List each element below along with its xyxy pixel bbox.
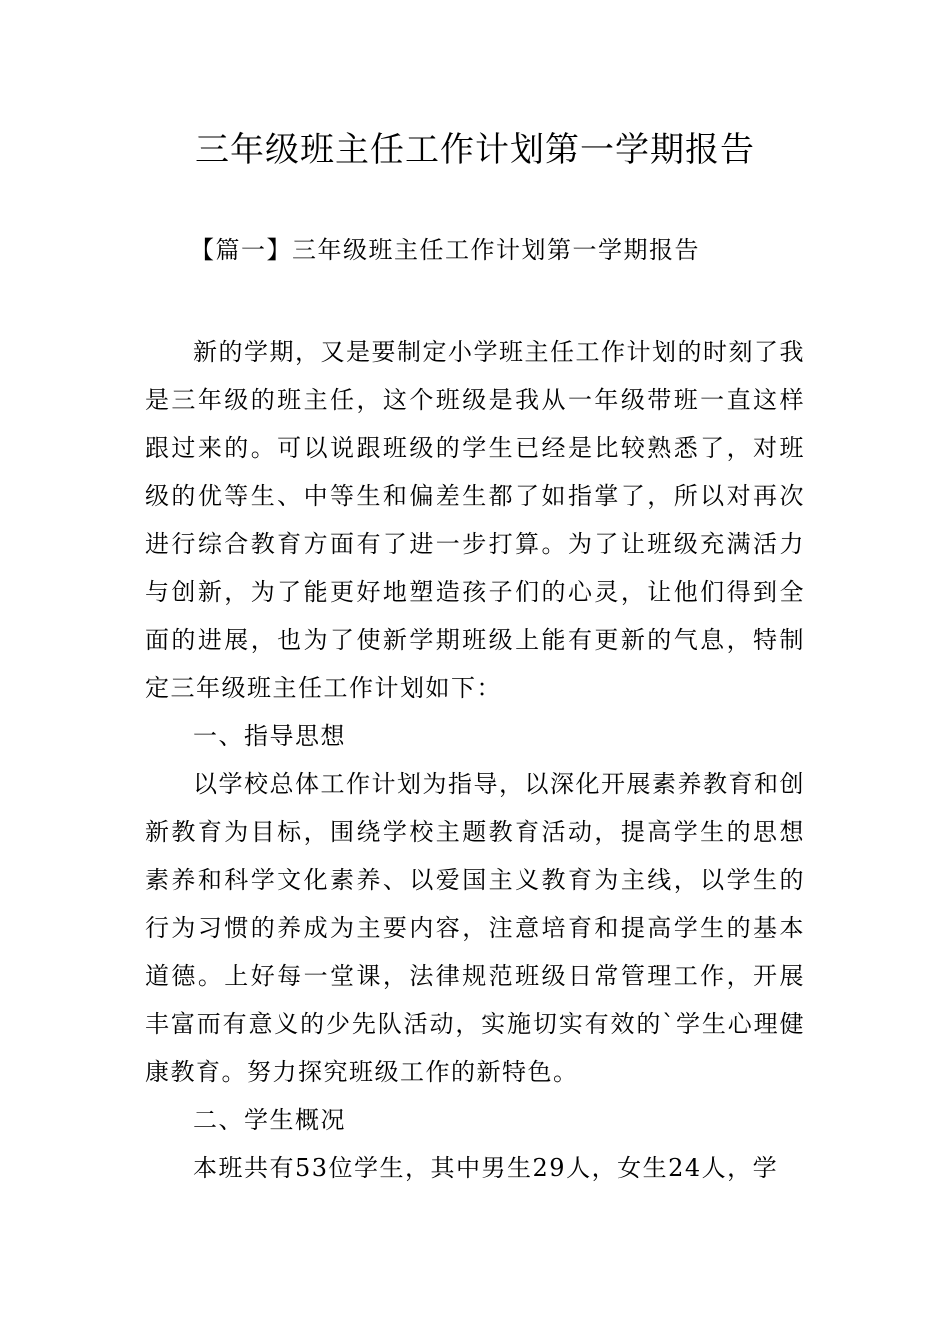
section-heading-guiding-thought: 一、指导思想 bbox=[193, 722, 346, 750]
document-subtitle: 【篇一】三年级班主任工作计划第一学期报告 bbox=[190, 236, 700, 264]
document-body bbox=[145, 328, 805, 1192]
section-heading-student-overview: 二、学生概况 bbox=[193, 1106, 346, 1134]
paragraph-intro: 新的学期，又是要制定小学班主任工作计划的时刻了我是三年级的班主任，这个班级是我从一年级带班一直这样跟过来的。可以说跟班级的学生已经是比较熟悉了，对班级的优等生、中等生和偏差生都了如指掌了，所以对再次进行综合教育方面有了进一步打算。为了让班级充满活力与创新，为了能更好地塑造孩子们的心灵，让他们得到全面的进展，也为了使新学期班级上能有更新的气息，特制定三年级班主任工作计划如下： bbox=[145, 338, 805, 702]
document-title: 三年级班主任工作计划第一学期报告 bbox=[195, 130, 755, 170]
paragraph-guiding-thought: 以学校总体工作计划为指导，以深化开展素养教育和创新教育为目标，围绕学校主题教育活动，提高学生的思想素养和科学文化素养、以爱国主义教育为主线，以学生的行为习惯的养成为主要内容，注意培育和提高学生的基本道德。上好每一堂课，法律规范班级日常管理工作，开展丰富而有意义的少先队活动，实施切实有效的`学生心理健康教育。努力探究班级工作的新特色。 bbox=[145, 770, 805, 1086]
paragraph-student-overview: 本班共有53位学生，其中男生29人，女生24人，学 bbox=[193, 1154, 779, 1182]
